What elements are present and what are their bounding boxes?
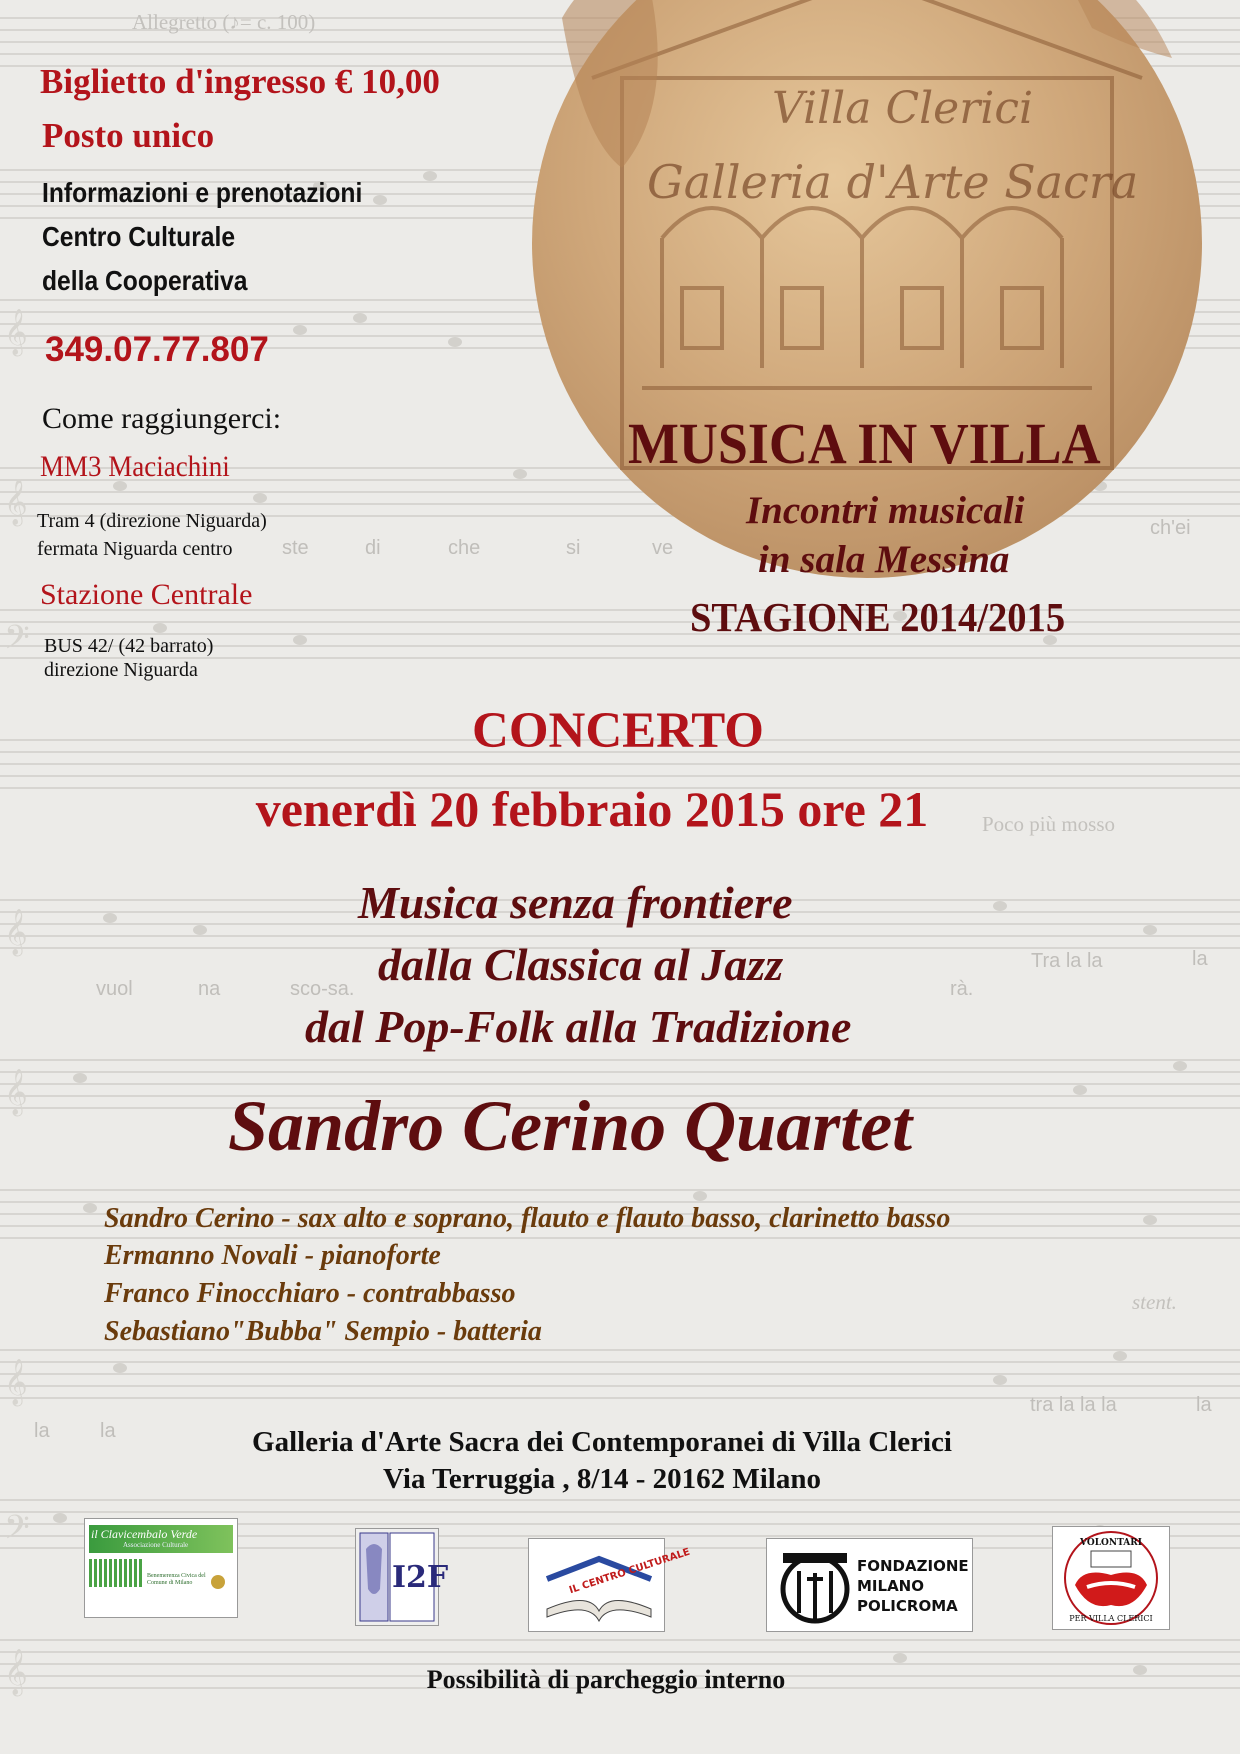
staff <box>0 1350 1240 1398</box>
ticket-price: Biglietto d'ingresso € 10,00 <box>40 62 440 101</box>
svg-text:𝄞: 𝄞 <box>4 309 28 355</box>
bus-line-1: BUS 42/ (42 barrato) <box>44 635 214 657</box>
musician-4: Sebastiano"Bubba" Sempio - batteria <box>104 1316 542 1347</box>
logo-text-top: VOLONTARI <box>1080 1538 1142 1548</box>
tempo-marking-2: Poco più mosso <box>982 812 1116 836</box>
lyric: na <box>198 978 221 1000</box>
logo-centro-culturale <box>528 1538 692 1632</box>
venue-name: Galleria d'Arte Sacra dei Contemporanei di Villa Clerici <box>252 1426 952 1458</box>
lyric: di <box>365 537 381 559</box>
svg-text:𝄢: 𝄢 <box>4 619 30 665</box>
svg-text:𝄞: 𝄞 <box>4 479 28 525</box>
lyric: rà. <box>950 978 974 1000</box>
svg-text:𝄞: 𝄞 <box>4 1359 28 1405</box>
info-line-2: Centro Culturale <box>42 221 236 252</box>
musician-3: Franco Finocchiaro - contrabbasso <box>104 1278 516 1309</box>
venue-address: Via Terruggia , 8/14 - 20162 Milano <box>383 1463 821 1495</box>
parking-note: Possibilità di parcheggio interno <box>426 1665 786 1694</box>
lyric: tra la la la <box>1030 1394 1117 1416</box>
phone-number: 349.07.77.807 <box>45 330 269 369</box>
series-subtitle-2: in sala Messina <box>758 538 1010 581</box>
tram-line-1: Tram 4 (direzione Niguarda) <box>37 510 267 532</box>
lyric: sco-sa. <box>290 978 355 1000</box>
lyric: si <box>566 537 581 559</box>
tram-line-2: fermata Niguarda centro <box>37 538 233 560</box>
logo-sub: Associazione Culturale <box>123 1541 189 1549</box>
lyric: ve <box>652 537 674 559</box>
tempo-marking: Allegretto (♪= c. 100) <box>132 10 316 34</box>
logo-text: IL CENTRO CULTURALE <box>567 1546 692 1597</box>
logo-clavicembalo-verde <box>84 1518 238 1618</box>
info-line-3: della Cooperativa <box>42 265 248 296</box>
band-name: Sandro Cerino Quartet <box>228 1086 913 1166</box>
info-line-1: Informazioni e prenotazioni <box>42 177 363 208</box>
lyric: la <box>1196 1394 1212 1416</box>
event-date: venerdì 20 febbraio 2015 ore 21 <box>255 781 929 837</box>
svg-text:𝄞: 𝄞 <box>4 1649 28 1695</box>
logo-text-bottom: PER VILLA CLERICI <box>1069 1614 1153 1623</box>
musician-2: Ermanno Novali - pianoforte <box>104 1240 441 1271</box>
stent-marking: stent. <box>1132 1290 1177 1314</box>
logo-text: I2F <box>392 1560 449 1595</box>
musician-1: Sandro Cerino - sax alto e soprano, flauto e flauto basso, clarinetto basso <box>104 1203 951 1234</box>
logo-i2f <box>355 1528 449 1626</box>
series-subtitle-1: Incontri musicali <box>746 489 1025 532</box>
lyric: la <box>100 1420 116 1442</box>
logo-name: il Clavicembalo Verde <box>91 1527 198 1541</box>
lyric: vuol <box>96 978 133 1000</box>
program-line-2: dalla Classica al Jazz <box>378 939 784 990</box>
lyric: ste <box>282 537 309 559</box>
lyric: la <box>34 1420 50 1442</box>
logo-fondazione-milano-policroma <box>766 1538 973 1632</box>
lyric: ch'ei <box>1150 517 1191 539</box>
logo-volontari-villa-clerici <box>1052 1526 1170 1630</box>
logo-text-2: MILANO <box>857 1577 924 1595</box>
season: STAGIONE 2014/2015 <box>690 594 1066 640</box>
station-name: Stazione Centrale <box>40 578 253 611</box>
seal-text-2: Galleria d'Arte Sacra <box>647 155 1139 209</box>
seal-text-1: Villa Clerici <box>772 83 1034 134</box>
bus-line-2: direzione Niguarda <box>44 659 198 681</box>
svg-text:𝄞: 𝄞 <box>4 909 28 955</box>
program-line-1: Musica senza frontiere <box>358 877 793 928</box>
directions-title: Come raggiungerci: <box>42 402 282 435</box>
metro-line: MM3 Maciachini <box>40 450 230 483</box>
lyric: la <box>1192 948 1208 970</box>
logo-text-1: FONDAZIONE <box>857 1557 969 1575</box>
program-line-3: dal Pop-Folk alla Tradizione <box>305 1001 852 1052</box>
svg-text:𝄢: 𝄢 <box>4 1509 30 1555</box>
lyric: Tra la la <box>1031 950 1103 972</box>
seat-info: Posto unico <box>42 116 215 155</box>
series-title: MUSICA IN VILLA <box>628 411 1101 476</box>
logo-text-3: POLICROMA <box>857 1597 958 1615</box>
lyric: che <box>448 537 481 559</box>
event-type: CONCERTO <box>472 703 764 759</box>
logo-note: Benemerenza Civica del Comune di Milano <box>147 1573 206 1586</box>
svg-text:𝄞: 𝄞 <box>4 1069 28 1115</box>
